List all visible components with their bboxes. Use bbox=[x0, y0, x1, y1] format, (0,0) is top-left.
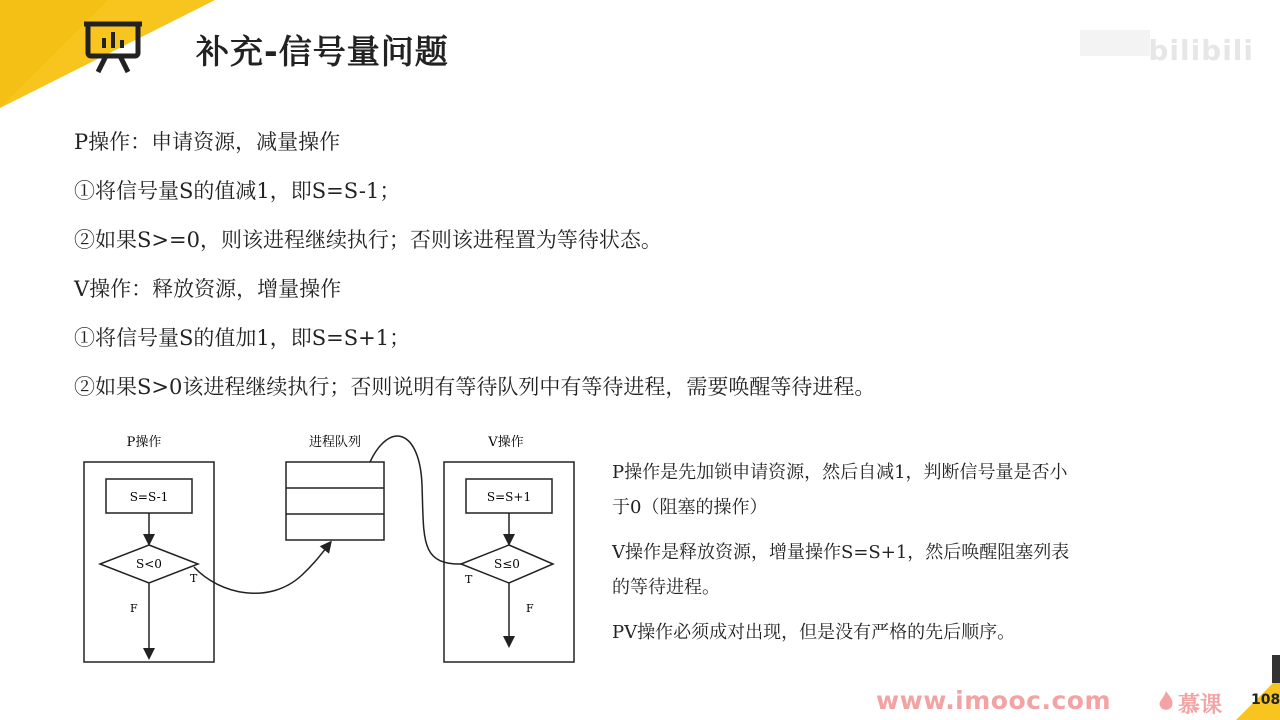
text-line-v-step1: ①将信号量S的值加1，即S=S+1； bbox=[74, 326, 411, 350]
presentation-board-icon bbox=[84, 18, 142, 74]
p-op-true-label: T bbox=[190, 572, 198, 585]
content-lines bbox=[74, 124, 875, 418]
v-op-false-label: F bbox=[526, 602, 534, 615]
bilibili-watermark: bilibili bbox=[1148, 34, 1254, 67]
notes-panel bbox=[612, 455, 1082, 660]
page-number: 108 bbox=[1251, 692, 1280, 708]
page-title: 补充-信号量问题 bbox=[196, 32, 449, 71]
footer-url: www.imooc.com bbox=[876, 686, 1112, 715]
watermark-backdrop bbox=[1080, 30, 1150, 56]
text-line-p-step2: ②如果S>=0，则该进程继续执行；否则该进程置为等待状态。 bbox=[74, 228, 662, 252]
queue-label: 进程队列 bbox=[308, 435, 362, 450]
v-op-process-text: S=S+1 bbox=[486, 490, 532, 504]
p-op-decision-text: S<0 bbox=[136, 557, 162, 571]
note-pv-pair: PV操作必须成对出现，但是没有严格的先后顺序。 bbox=[612, 622, 1016, 643]
text-line-v-op: V操作：释放资源，增量操作 bbox=[74, 277, 342, 301]
flame-icon bbox=[1158, 691, 1174, 711]
v-op-label: V操作 bbox=[488, 435, 524, 450]
queue-frame bbox=[286, 462, 384, 540]
v-op-true-label: T bbox=[465, 573, 473, 586]
v-op-decision-text: S≤0 bbox=[494, 557, 520, 571]
pv-flow-diagram bbox=[70, 425, 590, 675]
p-op-false-label: F bbox=[130, 602, 138, 615]
edge-marker bbox=[1272, 655, 1280, 683]
footer-brand: 慕课 bbox=[1178, 693, 1223, 718]
note-v-op: V操作是释放资源，增量操作S=S+1，然后唤醒阻塞列表的等待进程。 bbox=[612, 542, 1070, 598]
note-p-op: P操作是先加锁申请资源，然后自减1，判断信号量是否小于0（阻塞的操作） bbox=[612, 462, 1068, 518]
text-line-p-op: P操作：申请资源，减量操作 bbox=[74, 130, 341, 154]
p-op-label: P操作 bbox=[126, 435, 162, 450]
text-line-v-step2: ②如果S>0该进程继续执行；否则说明有等待队列中有等待进程，需要唤醒等待进程。 bbox=[74, 375, 876, 399]
text-line-p-step1: ①将信号量S的值减1，即S=S-1； bbox=[74, 179, 401, 203]
p-op-process-text: S=S-1 bbox=[129, 490, 169, 504]
